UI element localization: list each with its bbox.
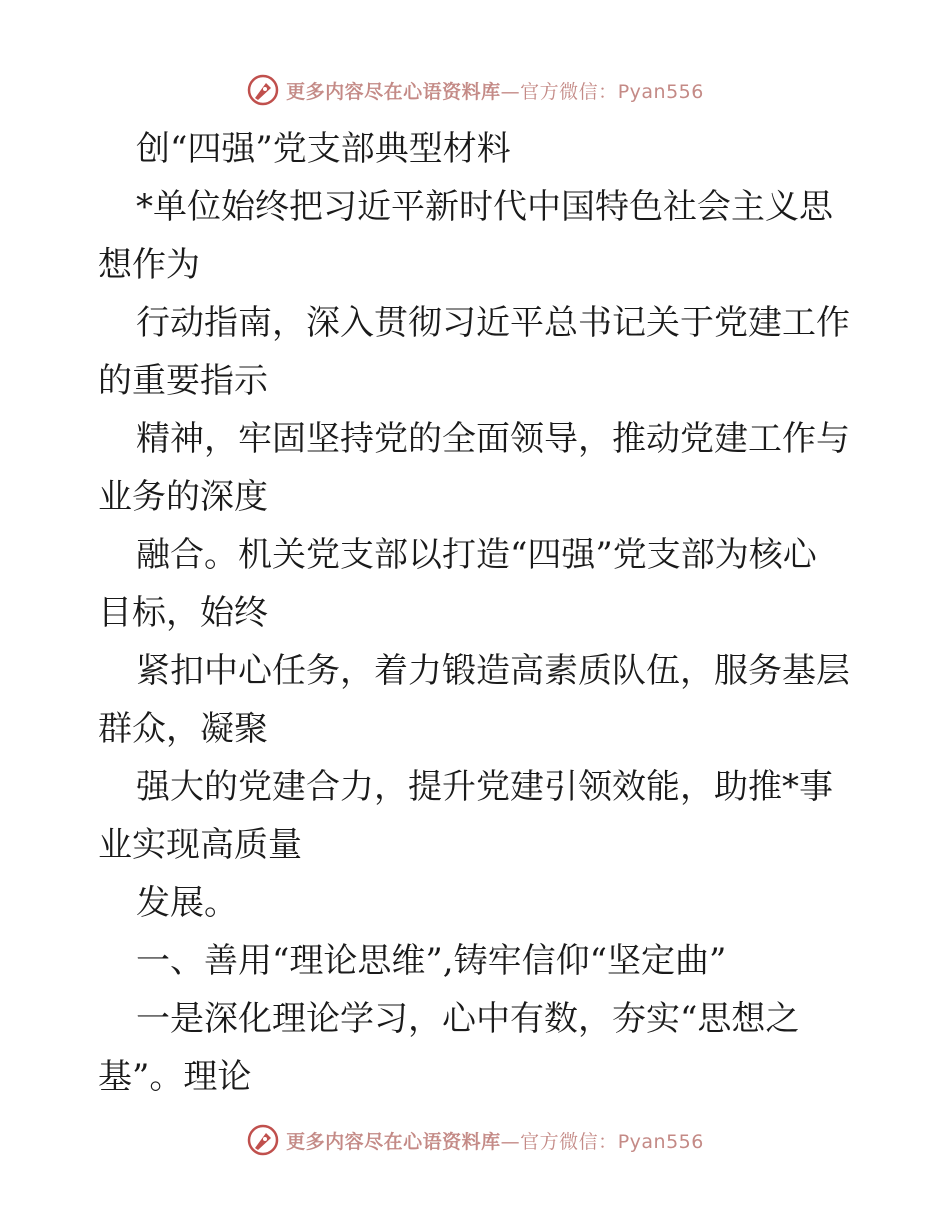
text-line: 发展。 [136,883,238,923]
text-line: 群众，凝聚 [98,709,268,749]
text-line: 创“四强”党支部典型材料 [136,129,511,169]
pen-nib-logo-icon [246,73,280,107]
watermark-text [286,1127,704,1154]
text-line: 目标，始终 [98,593,268,633]
watermark-brand: 更多内容尽在心语资料库 [286,80,501,103]
document-body [98,120,858,1106]
text-line: 精神，牢固坚持党的全面领导，推动党建工作与 [136,419,850,459]
watermark-contact-label: 官方微信： [520,1130,618,1153]
watermark-text [286,77,704,104]
watermark-contact-label: 官方微信： [520,80,618,103]
text-line: 基”。理论 [98,1057,252,1097]
text-line: 业务的深度 [98,477,268,517]
text-line: 融合。机关党支部以打造“四强”党支部为核心 [136,535,817,575]
watermark-banner-bottom [0,1120,950,1160]
text-line: 的重要指示 [98,361,268,401]
text-line: 业实现高质量 [98,825,302,865]
watermark-contact-id: Pyan556 [617,1130,704,1153]
watermark-dash: — [500,80,521,103]
pen-nib-logo-icon [246,1123,280,1157]
watermark-brand: 更多内容尽在心语资料库 [286,1130,501,1153]
section-heading: 一、善用“理论思维”,铸牢信仰“坚定曲” [136,941,727,981]
text-line: 强大的党建合力，提升党建引领效能，助推*事 [136,767,833,807]
watermark-contact-id: Pyan556 [617,80,704,103]
text-line: 紧扣中心任务，着力锻造高素质队伍，服务基层 [136,651,850,691]
text-line: *单位始终把习近平新时代中国特色社会主义思 [136,187,833,227]
text-line: 行动指南，深入贯彻习近平总书记关于党建工作 [136,303,850,343]
watermark-dash: — [500,1130,521,1153]
watermark-banner-top [0,70,950,110]
text-line: 一是深化理论学习，心中有数，夯实“思想之 [136,999,800,1039]
text-line: 想作为 [98,245,200,285]
